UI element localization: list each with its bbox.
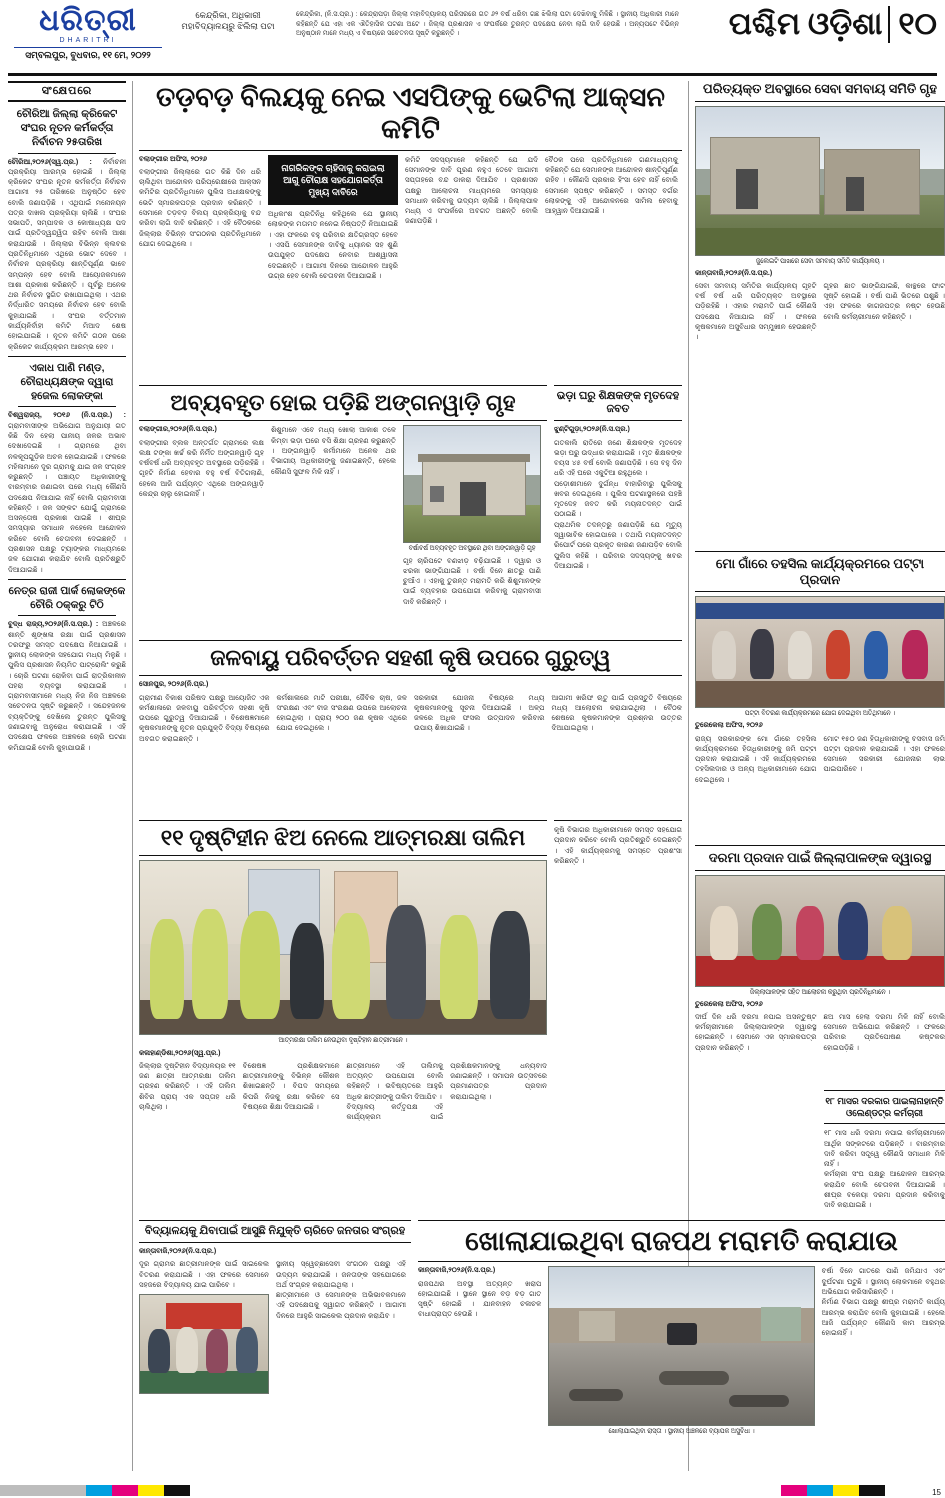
divider [8, 579, 126, 580]
edition-title: ପଶ୍ଚିମ ଓଡ଼ିଶା [728, 6, 883, 41]
teacher-body-col2: ପଡ଼ୋଶୀମାନେ ଦୁର୍ଗନ୍ଧ ବାହାରିବାରୁ ପୁଲିସକୁ ଖବର ଦେଇଥିଲେ । ପୁଲିସ ଘଟଣାସ୍ଥଳରେ ପହଞ୍ଚି ମୃତଦେହ ଜବତ କରି ମୟନାତଦନ୍ତ ପାଇଁ ପଠାଇଛି । [554, 479, 682, 519]
darama-headline: ଦରମା ପ୍ରଦାନ ପାଇଁ ଜିଲ୍ଲାପାଳଙ୍କ ଦ୍ୱାରସ୍ଥ [708, 850, 932, 865]
story-darama [695, 841, 945, 1053]
publication-date: ସମ୍ବଲପୁର, ବୁଧବାର, ୧୧ ମେ, ୨୦୨୨ [25, 50, 151, 60]
masthead-note: କେନ୍ଦ୍ରିକା, ଅଧିକାରୀ ମହାବିଦ୍ୟାଳୟରୁ ଝିଲିଲା ପଟା [181, 10, 275, 31]
training-photo-caption: ଆତ୍ମରକ୍ଷା ତାଲିମ ନେଉଥିବା ଦୃଷ୍ଟିହୀନ ଛାତ୍ରୀମାନେ । [278, 1037, 408, 1045]
anganwadi-photo-caption: ବର୍ଷାବର୍ଷ ଅବ୍ୟବହୃତ ଅବସ୍ଥାରେ ଥିବା ଅଙ୍ଗନୱାଡ଼ି ଗୃହ [408, 545, 536, 553]
main-body-col2: ଅଧିକାଂଶ ପ୍ରତିନିଧି କହିଥିଲେ ଯେ ସ୍ଥାନୀୟ ଲୋକଙ୍କ ମତାମତ ନନେଇ ନିଷ୍ପତ୍ତି ନିଆଯାଇଛି । ଏହା ଫଳରେ ବହୁ ପରିବାର କ୍ଷତିଗ୍ରସ୍ତ ହେବେ । ଏସପି ସେମାନଙ୍କ ଦାବିକୁ ଧ୍ୟାନର ସହ ଶୁଣି ଉପଯୁକ୍ତ ପଦକ୍ଷେପ ନେବାର ଆଶ୍ୱାସନା ଦେଇଛନ୍ତି । ଆଗାମୀ ଦିନରେ ଆନ୍ଦୋଳନ ଆହୁରି ଉଗ୍ର ହେବ ବୋଲି ଚେତାବନୀ ଦିଆଯାଇଛି । [268, 210, 398, 280]
brief-body: ଅଞ୍ଚଳରେ ଶାନ୍ତି ଶୃଙ୍ଖଳା ରକ୍ଷା ପାଇଁ ପ୍ରଶାସନ ତରଫରୁ ସମସ୍ତ ପଦକ୍ଷେପ ନିଆଯାଇଛି । ସ୍ଥାନୀୟ ଲୋକଙ୍କ ସହଯୋଗ ମଧ୍ୟ ମିଳୁଛି । ପୁଲିସ ପ୍ରଶାସନ ନିୟମିତ ପାଟ୍ରୋଲିଂ କରୁଛି । ଚୋରି ଘଟଣା ରୋକିବା ପାଇଁ ରାତ୍ରିକାଳୀନ ପହରା ବ୍ୟବସ୍ଥା କରାଯାଇଛି । ଗ୍ରାମବାସୀମାନେ ମଧ୍ୟ ନିଜ ନିଜ ଅଞ୍ଚଳରେ ସଚେତନତା ସୃଷ୍ଟି କରୁଛନ୍ତି । ସନ୍ଦେହଜନକ ବ୍ୟକ୍ତିଙ୍କୁ ଦେଖିଲେ ତୁରନ୍ତ ପୁଲିସକୁ ଜଣାଇବାକୁ ଅନୁରୋଧ କରାଯାଇଛି । ଏହି ପଦକ୍ଷେପ ଫଳରେ ଅଞ୍ଚଳରେ ଚୋରି ଘଟଣା କମିଯାଇଛି ବୋଲି କୁହାଯାଉଛି । [8, 620, 126, 752]
cycle-dateline: କାନ୍ତାବାଜି,୨୦୨୬(ନି.ସ.ପ୍ର.) [139, 1248, 217, 1256]
brief-headline: ଏକାଧ ପାଣି ମଣ୍ଡ, ଚୌରାଧ୍ୟକ୍ଷଙ୍କ ଦ୍ୱାରା ହଜେଲ ଲୋକଙ୍କା [20, 361, 114, 403]
seva-dateline: କାନ୍ତାବାଜି,୨୦୨୬(ନି.ସ.ପ୍ର.) [695, 269, 773, 277]
story-power-employees [824, 1086, 945, 1211]
climate-body-col3: ସରକାରୀ ଯୋଜନା ବିଷୟରେ ମଧ୍ୟ କୃଷକମାନଙ୍କୁ ସୂଚନା ଦିଆଯାଇଛି । ଅଳ୍ପ ଜଳରେ ଅଧିକ ଫସଲ ଉତ୍ପାଦନ କରିବାର ଉପାୟ ଶିଖାଯାଇଛି । [414, 693, 545, 733]
training-photo [139, 860, 547, 1035]
story-road-repair [418, 1216, 945, 1437]
anganwadi-body-col1: ବଲାଙ୍ଗୀର ବ୍ଲକ ଅନ୍ତର୍ଗତ ଗ୍ରାମରେ ଲକ୍ଷ ଲକ୍ଷ ଟଙ୍କା ଖର୍ଚ୍ଚ କରି ନିର୍ମିତ ଅଙ୍ଗନୱାଡ଼ି ଗୃହ ବର୍ଷବର୍ଷ ଧରି ଅବ୍ୟବହୃତ ଅବସ୍ଥାରେ ପଡ଼ିରହିଛି । ଗୃହଟି ନିର୍ମାଣ ହେବାର ବହୁ ବର୍ଷ ବିତିଗଲାଣି, ହେଲେ ଆଜି ପର୍ଯ୍ୟନ୍ତ ଏଥିରେ ଅଙ୍ଗନୱାଡ଼ି କେନ୍ଦ୍ର ଚାଲୁ ହୋଇନାହିଁ । [139, 438, 264, 498]
climate-dateline: ସୋନପୁର, ୨୦୨୬(ନି.ପ୍ର.) [139, 681, 209, 689]
brief-headline: ଚୌରିଆ ଜିଲ୍ଲା କ୍ରିକେଟ ସଂଘର ନୂତନ କର୍ମକର୍ତ୍ତା ନିର୍ବାଚନ ୨୫ତାରିଖ [16, 108, 118, 149]
tahasil-body-col1: ରାଜ୍ୟ ସରକାରଙ୍କ ମୋ ଗାଁରେ ତହସିଲ କାର୍ଯ୍ୟକ୍ରମରେ ହିତାଧିକାରୀଙ୍କୁ ଜମି ପଟ୍ଟା ପ୍ରଦାନ କରାଯାଇଛି । ଏହି କାର୍ଯ୍ୟକ୍ରମରେ ତହସିଲଦାର ଓ ଅନ୍ୟ ଅଧିକାରୀମାନେ ଯୋଗ ଦେଇଥିଲେ । [695, 734, 817, 784]
cycle-photo [139, 1294, 269, 1394]
divider [139, 640, 682, 641]
divider [695, 591, 945, 592]
darama-body-col2: ଛଅ ମାସ ହେଲା ଦରମା ମିଳି ନାହିଁ ବୋଲି ସେମାନେ ଅଭିଯୋଗ କରିଛନ୍ତି । ଫଳରେ ପରିବାର ପ୍ରତିପୋଷଣ କଷ୍ଟକର ହୋଇପଡ଼ିଛି । [823, 1012, 945, 1052]
divider [695, 870, 945, 871]
newspaper-logo: ଧରିତ୍ରୀ [39, 4, 137, 37]
divider [418, 1220, 945, 1221]
story-tahasil [695, 547, 945, 785]
brief-dateline: ବୁଦ୍ଧ ରାଜ୍ୟ,୨୦୨୬(ନି.ସ.ପ୍ର.) : [8, 620, 99, 629]
darama-photo-caption: ଜିଲ୍ଲାପାଳଙ୍କ ସହିତ ଆଲୋଚନା କରୁଥିବା ପ୍ରତିନିଧିମାନେ । [749, 988, 891, 996]
darama-dateline: ତୁରେକେଲା ଅଫିସ, ୨୦୨୬ [695, 1000, 763, 1008]
brief-divider [18, 153, 116, 154]
climate-body-col4: ଆଗାମୀ ଖରିଫ ଋତୁ ପାଇଁ ପ୍ରସ୍ତୁତି ବିଷୟରେ ମଧ୍ୟ ଆଲୋଚନା କରାଯାଇଥିଲା । ବୈଠକ ଶେଷରେ କୃଷକମାନଙ୍କ ପ୍ରଶ୍ନର ଉତ୍ତର ଦିଆଯାଇଥିଲା । [551, 693, 682, 733]
divider [824, 1090, 945, 1091]
story-anganwadi [139, 381, 547, 607]
color-registration-bar [0, 1482, 945, 1498]
story-climate [139, 636, 682, 744]
anganwadi-dateline: ବଲାଙ୍ଗୀର,୨୦୨୬(ନି.ସ.ପ୍ର.) [139, 426, 217, 434]
logo-divider [14, 47, 162, 48]
main-body-col3: କମିଟି ସଦସ୍ୟମାନେ କହିଛନ୍ତି ଯେ ଯଦି ସେମାନଙ୍କ ଦାବି ପୂରଣ ନହୁଏ ତେବେ ଆଗାମୀ ସପ୍ତାହରେ ବନ୍ଦ ଡାକରା ଦିଆଯିବ । ପ୍ରଶାସନ ପକ୍ଷରୁ ଆଲୋଚନା ମାଧ୍ୟମରେ ସମସ୍ୟାର ସମାଧାନ କରିବାକୁ ଉଦ୍ୟମ ଚାଲିଛି । ଜିଲ୍ଲାପାଳ ମଧ୍ୟ ଏ ସଂପର୍କରେ ଅବଗତ ଅଛନ୍ତି ବୋଲି ଜଣାପଡ଼ିଛି । [405, 155, 538, 226]
darama-photo [695, 875, 945, 987]
cycle-body-col3: ଛାତ୍ରୀମାନେ ଓ ସେମାନଙ୍କ ଅଭିଭାବକମାନେ ଏହି ପଦକ୍ଷେପକୁ ସ୍ୱାଗତ କରିଛନ୍ତି । ଆଗାମୀ ଦିନରେ ଆହୁରି ସାଇକେଲ ପ୍ରଦାନ କରାଯିବ । [276, 1291, 406, 1320]
story-teacher-death [554, 381, 682, 571]
teacher-body-col1: ଗତକାଲି ରାତିରେ ଜଣେ ଶିକ୍ଷକଙ୍କ ମୃତଦେହ ଭଡ଼ା ଘରୁ ଉଦ୍ଧାର କରାଯାଇଛି । ମୃତ ଶିକ୍ଷକଙ୍କ ବୟସ ୪୫ ବର୍ଷ ବୋଲି ଜଣାପଡ଼ିଛି । ସେ ବହୁ ଦିନ ଧରି ଏହି ଘରେ ଏକୁଟିଆ ରହୁଥିଲେ । [554, 438, 682, 478]
brief-item [8, 584, 126, 753]
brief-dateline: ବିଶ୍ୱରାଜ୍ୟ, ୨୦୧୬ (ନି.ସ.ପ୍ର.) : [8, 411, 126, 420]
story-climate-jump [554, 816, 682, 866]
seva-photo-caption: ଜୁଲେଇଟି ପାଖରେ ସେବା ସମବାୟ ସମିତି କାର୍ଯ୍ୟାଳୟ । [755, 257, 885, 265]
brief-divider [18, 615, 116, 616]
cycle-headline: ବିଦ୍ୟାଳୟକୁ ଯିବାପାଇଁ ଆସୁଛି ନିଯୁକ୍ତି ଚାରିତେ ଜନତାର ସଂଗ୍ରହ [144, 1225, 406, 1237]
tahasil-photo-caption: ପଟ୍ଟା ବିତରଣ କାର୍ଯ୍ୟକ୍ରମରେ ଯୋଗ ଦେଇଥିବା ଅତିଥିମାନେ । [744, 710, 896, 718]
climate-headline: ଜଳବାୟୁ ପରିବର୍ତ୍ତନ ସହଶୀ କୃଷି ଉପରେ ଗୁରୁତ୍ୱ [210, 645, 611, 670]
cycle-body-col1: ଦୂର ଗ୍ରାମର ଛାତ୍ରୀମାନଙ୍କ ପାଇଁ ସାଇକେଲ ବିତରଣ କରାଯାଇଛି । ଏହା ଫଳରେ ସେମାନେ ସହଜରେ ବିଦ୍ୟାଳୟ ଯାଇ ପାରିବେ । [139, 1260, 269, 1289]
training-body-col1: ଜିଲ୍ଲାର ଦୃଷ୍ଟିହୀନ ବିଦ୍ୟାଳୟର ୧୧ ଜଣ ଛାତ୍ରୀ ଆତ୍ମରକ୍ଷା ତାଲିମ ଗ୍ରହଣ କରିଛନ୍ତି । ଏହି ତାଲିମ ଶିବିର ପ୍ରାୟ ଏକ ସପ୍ତାହ ଧରି ଚାଲିଥିଲା । [139, 1061, 236, 1111]
road-photo [548, 1266, 814, 1426]
training-headline: ୧୧ ଦୃଷ୍ଟିହୀନ ଝିଅ ନେଲେ ଆତ୍ମରକ୍ଷା ତାଲିମ [160, 825, 526, 850]
road-dateline: କାନ୍ତାବାଜି,୨୦୨୬(ନି.ସ.ପ୍ର.) [418, 1267, 496, 1275]
divider [139, 385, 547, 386]
divider [695, 845, 945, 846]
brief-headline: ନେତ୍ର ରାଜୀ ପାର୍କ ଲୋକଙ୍କେ ଚୌରି ଠକ୍କରୁ ଟିଠି [8, 584, 126, 612]
brief-item [8, 361, 126, 575]
power-body-col2: କର୍ମଚାରୀ ସଂଘ ପକ୍ଷରୁ ଆନ୍ଦୋଳନ ଆରମ୍ଭ କରାଯିବ ବୋଲି ଚେତାବନୀ ଦିଆଯାଇଛି । ଶୀଘ୍ର ବକେୟା ଦରମା ପ୍ରଦାନ କରିବାକୁ ଦାବି କରାଯାଇଛି । [824, 1170, 945, 1210]
main-body-col1: ବଲାଙ୍ଗୀର ଜିଲ୍ଲାରେ ଗତ କିଛି ଦିନ ଧରି ଚାଲିଥିବା ଆନ୍ଦୋଳନ ପରିପ୍ରେକ୍ଷୀରେ ଆକ୍ସନ କମିଟିର ପ୍ରତିନିଧିମାନେ ପୁଲିସ ଅଧୀକ୍ଷକଙ୍କୁ ଭେଟି ସ୍ମାରକପତ୍ର ପ୍ରଦାନ କରିଛନ୍ତି । ସେମାନେ ତଡ଼ବଡ଼ ବିଲୟ ପ୍ରକ୍ରିୟାକୁ ବନ୍ଦ କରିବା ଲାଗି ଦାବି କରିଛନ୍ତି । ଏହି ବୈଠକରେ ଜିଲ୍ଲାର ବିଭିନ୍ନ ସଂଗଠନର ପ୍ରତିନିଧିମାନେ ଯୋଗ ଦେଇଥିଲେ । [139, 167, 261, 248]
tahasil-photo [695, 596, 945, 708]
story-seva-samabaya [695, 81, 945, 343]
story-cycle-distribution [139, 1216, 411, 1394]
divider [554, 820, 682, 821]
divider [554, 420, 682, 421]
brief-item [8, 107, 126, 352]
training-dateline: କଳାହାଣ୍ଡିଶା,୨୦୨୬(ସ୍ୱ.ପ୍ର.) [139, 1049, 221, 1057]
power-body-col1: ୧୮ ମାସ ଧରି ଦରମା ନପାଇ କର୍ମଚାରୀମାନେ ଆର୍ଥିକ ସଙ୍କଟରେ ପଡ଼ିଛନ୍ତି । ବାରମ୍ବାର ଦାବି କରିବା ସତ୍ତ୍ୱେ କୌଣସି ସମାଧାନ ମିଳି ନାହିଁ । [824, 1129, 945, 1169]
darama-body-col1: ଦୀର୍ଘ ଦିନ ଧରି ଦରମା ନପାଇ ଅସନ୍ତୁଷ୍ଟ କର୍ମଚାରୀମାନେ ଜିଲ୍ଲାପାଳଙ୍କ ଦ୍ୱାରସ୍ଥ ହୋଇଛନ୍ତି । ସେମାନେ ଏକ ସ୍ମାରକପତ୍ର ପ୍ରଦାନ କରିଛନ୍ତି । [695, 1012, 817, 1052]
divider [554, 385, 682, 386]
tahasil-body-col2: ମୋଟ ୧୫୦ ଜଣ ହିତାଧିକାରୀଙ୍କୁ ବସବାସ ଜମି ପଟ୍ଟା ପ୍ରଦାନ କରାଯାଇଛି । ଏହା ଫଳରେ ସେମାନେ ସରକାରୀ ଯୋଜନାର ଲାଭ ପାଇପାରିବେ । [823, 734, 945, 774]
cycle-body-col2: ସ୍ଥାନୀୟ ସ୍ୱେଚ୍ଛାସେବୀ ସଂଗଠନ ପକ୍ଷରୁ ଏହି ଉଦ୍ୟମ କରାଯାଇଛି । ଜନତାଙ୍କ ସହଯୋଗରେ ଅର୍ଥ ସଂଗ୍ରହ କରାଯାଇଥିଲା । [276, 1260, 406, 1289]
road-headline: ଖୋଲାଯାଇଥିବା ରାଜପଥ ମରାମତି କରାଯାଉ [465, 1226, 898, 1256]
anganwadi-body-col3: ଗୃହ ଚାରିପଟେ ବଣଝାଡ଼ ବଢ଼ିଯାଇଛି । ଦ୍ୱାର ଓ ଝରକା ଭାଙ୍ଗିଯାଇଛି । ବର୍ଷା ଦିନେ ଛାତରୁ ପାଣି ଚୁଆଁଏ । ଏହାକୁ ତୁରନ୍ତ ମରାମତି କରି ଶିଶୁମାନଙ୍କ ପାଇଁ ବ୍ୟବହାର ଉପଯୋଗୀ କରିବାକୁ ଗ୍ରାମବାସୀ ଦାବି କରିଛନ୍ତି । [403, 556, 541, 606]
seva-photo [695, 106, 945, 256]
edition-page-number: ୧୦ [888, 6, 937, 43]
power-headline: ୧୮ ମାସର ଦରକାର ପାଇଲାନାହାନ୍ତି ଓଲେଣ୍ଡଟ୍ର କର୍ମଚାରୀ [825, 1096, 944, 1119]
tahasil-headline: ମୋ ଗାଁରେ ତହସିଲ କାର୍ଯ୍ୟକ୍ରମରେ ପଟ୍ଟା ପ୍ରଦାନ [715, 556, 925, 587]
road-body-col1: ରାଜପଥର ଅବସ୍ଥା ଅତ୍ୟନ୍ତ ଖରାପ ହୋଇଯାଇଛି । ସ୍ଥାନେ ସ୍ଥାନେ ବଡ଼ ବଡ଼ ଗାତ ସୃଷ୍ଟି ହୋଇଛି । ଯାନବାହନ ଚଳାଚଳ ବାଧାପ୍ରାପ୍ତ ହେଉଛି । [418, 1279, 542, 1319]
masthead [8, 6, 937, 76]
climate-body-col1: ଗ୍ରାମୀଣ ବିକାଶ ପରିଷଦ ପକ୍ଷରୁ ଆୟୋଜିତ ଏକ କର୍ମଶାଳାରେ ଜଳବାୟୁ ପରିବର୍ତ୍ତନ ସହଶୀ କୃଷି ଉପରେ ଗୁରୁତ୍ୱ ଦିଆଯାଇଛି । ବିଶେଷଜ୍ଞମାନେ କୃଷକମାନଙ୍କୁ ନୂତନ ପ୍ରଯୁକ୍ତି ବିଦ୍ୟା ବିଷୟରେ ଅବଗତ କରାଇଛନ୍ତି । [139, 693, 270, 743]
teacher-dateline: ଝୁଣ୍ଟିଗୁଡ଼ା,୨୦୨୬(ନି.ସ.ପ୍ର.) [554, 426, 630, 434]
teacher-headline: ଭଡ଼ା ଘରୁ ଶିକ୍ଷକଙ୍କ ମୃତଦେହ ଜବତ [556, 390, 680, 416]
newspaper-logo-sub: DHARITRI [59, 37, 117, 44]
anganwadi-body-col2: ଶିଶୁମାନେ ଏବେ ମଧ୍ୟ ଖୋଲା ଆକାଶ ତଳେ କିମ୍ବା ଭଡ଼ା ଘରେ ବସି ଶିକ୍ଷା ଗ୍ରହଣ କରୁଛନ୍ତି । ଅଙ୍ଗନୱାଡ଼ି କର୍ମୀମାନେ ଅନେକ ଥର ବିଭାଗୀୟ ଅଧିକାରୀଙ୍କୁ ଜଣାଇଛନ୍ତି, ହେଲେ କୌଣସି ସୁଫଳ ମିଳି ନାହିଁ । [271, 426, 396, 476]
road-photo-caption: ଖୋଲାଯାଇଥିବା ରାସ୍ତା । ସ୍ଥାନୀୟ ଅଞ୍ଚଳରେ ବ୍ୟାପକ ଅସୁବିଧା । [608, 1428, 755, 1436]
road-body-col3: ନିର୍ମାଣ ବିଭାଗ ପକ୍ଷରୁ ଶୀଘ୍ର ମରାମତି କାର୍ଯ୍ୟ ଆରମ୍ଭ କରାଯିବ ବୋଲି କୁହାଯାଇଛି । ହେଲେ ଆଜି ପର୍ଯ୍ୟନ୍ତ କୌଣସି କାମ ଆରମ୍ଭ ହୋଇନାହିଁ । [821, 1298, 945, 1338]
divider [695, 551, 945, 552]
divider [695, 101, 945, 102]
divider [139, 855, 547, 856]
training-body-col3: ଛାତ୍ରୀମାନେ ଏହି ତାଲିମକୁ ଅତ୍ୟନ୍ତ ଉପଯୋଗୀ ବୋଲି କହିଛନ୍ତି । ଭବିଷ୍ୟତରେ ଆହୁରି ଅଧିକ ଛାତ୍ରୀଙ୍କୁ ତାଲିମ ଦିଆଯିବ । [346, 1061, 444, 1101]
brief-body: ଗ୍ରାମବାସୀଙ୍କ ଅଭିଯୋଗ ଅନୁଯାୟୀ ଗତ କିଛି ଦିନ ହେଲା ପାନୀୟ ଜଳର ଅଭାବ ଦେଖାଦେଇଛି । ଗ୍ରାମରେ ଥିବା ନଳକୂପଗୁଡ଼ିକ ଅଚଳ ହୋଇଯାଇଛି । ଫଳରେ ମହିଳାମାନେ ଦୂର ଗ୍ରାମକୁ ଯାଇ ଜଳ ସଂଗ୍ରହ କରୁଛନ୍ତି । ପଞ୍ଚାୟତ ଅଧିକାରୀଙ୍କୁ ବାରମ୍ବାର ଜଣାଇବା ପରେ ମଧ୍ୟ କୌଣସି ପଦକ୍ଷେପ ନିଆଯାଇ ନାହିଁ ବୋଲି ଗ୍ରାମବାସୀ କହିଛନ୍ତି । ଜଳ ସଙ୍କଟ ଯୋଗୁଁ ଗ୍ରାମରେ ଅସନ୍ତୋଷ ପ୍ରକାଶ ପାଇଛି । ଶୀଘ୍ର ସମସ୍ୟାର ସମାଧାନ ନହେଲେ ଆନ୍ଦୋଳନ କରିବେ ବୋଲି ଚେତାବନୀ ଦେଇଛନ୍ତି । ପ୍ରଶାସନ ପକ୍ଷରୁ ଟ୍ୟାଙ୍କର ମାଧ୍ୟମରେ ଜଳ ଯୋଗାଣ କରାଯିବ ବୋଲି ପ୍ରତିଶ୍ରୁତି ଦିଆଯାଇଛି । [8, 421, 126, 574]
story-action-committee [139, 81, 682, 281]
anganwadi-headline: ଅବ୍ୟବହୃତ ହୋଇ ପଡ଼ିଛି ଅଙ୍ଗନୱାଡ଼ି ଗୃହ [170, 390, 516, 415]
tahasil-dateline: ତୁରେକେଲା ଅଫିସ, ୨୦୨୬ [695, 722, 763, 730]
story-self-defence-training [139, 816, 547, 1122]
divider [8, 356, 126, 357]
edition-title-block [687, 6, 937, 69]
brief-divider [18, 406, 116, 407]
divider [139, 150, 682, 151]
main-headline: ତଡ଼ବଡ଼ ବିଲୟକୁ ନେଇ ଏସପିଙ୍କୁ ଭେଟିଲା ଆକ୍ସନ କମିଟି [155, 82, 665, 145]
divider [139, 1220, 411, 1221]
anganwadi-photo [403, 425, 541, 543]
inset-box: ନାଗରିକଙ୍କ ଚାହିଦାକୁ କରାଇଲା ଆଗୁ ଚୌରାକ୍ଷ ସହଯୋଗକର୍ତ୍ତା ମୁଖ୍ୟ ଦାବିରେ [268, 155, 398, 205]
column-divider [132, 81, 133, 1471]
brief-body: ନିର୍ବାଚନୀ ପ୍ରକ୍ରିୟା ଆରମ୍ଭ ହୋଇଛି । ଜିଲ୍ଲା କ୍ରିକେଟ ସଂଘର ନୂତନ କର୍ମକର୍ତ୍ତା ନିର୍ବାଚନ ଆଗାମୀ ୨୫ ତାରିଖରେ ଅନୁଷ୍ଠିତ ହେବ ବୋଲି ଜଣାପଡ଼ିଛି । ଏଥିପାଇଁ ମନୋନୟନ ପତ୍ର ଦାଖଲ ପ୍ରକ୍ରିୟା ଚାଲିଛି । ସଂଘର ସଭାପତି, ସମ୍ପାଦକ ଓ କୋଷାଧ୍ୟକ୍ଷ ପଦ ପାଇଁ ପ୍ରତିଦ୍ୱନ୍ଦ୍ୱିତା ରହିବ ବୋଲି ଆଶା କରାଯାଉଛି । ଜିଲ୍ଲାର ବିଭିନ୍ନ କ୍ଲବର ପ୍ରତିନିଧିମାନେ ଏଥିରେ ଭୋଟ ଦେବେ । ନିର୍ବାଚନ ପ୍ରକ୍ରିୟା ଶାନ୍ତିପୂର୍ଣ୍ଣ ଭାବେ ସମ୍ପନ୍ନ ହେବ ବୋଲି ଆୟୋଜକମାନେ ଆଶା ପ୍ରକାଶ କରିଛନ୍ତି । ପୂର୍ବରୁ ଅନେକ ଥର ନିର୍ବାଚନ ସ୍ଥଗିତ ରଖାଯାଇଥିଲା । ଏଥର ନିର୍ଦ୍ଧାରିତ ସମୟରେ ନିର୍ବାଚନ ହେବ ବୋଲି କୁହାଯାଇଛି । ସଂଘର ବର୍ତ୍ତମାନ କାର୍ଯ୍ୟନିର୍ବାହୀ କମିଟି ମିଆଦ ଶେଷ ହୋଇଯାଇଛି । ନୂତନ କମିଟି ଗଠନ ପରେ କ୍ରିକେଟ କାର୍ଯ୍ୟକ୍ରମ ଆରମ୍ଭ ହେବ । [8, 157, 126, 351]
main-dateline: ବଲାଙ୍ଗୀର ଅଫିସ, ୨୦୨୬ [139, 155, 208, 163]
divider [418, 1261, 945, 1262]
climate-body-col5: କୃଷି ବିଭାଗର ଅଧିକାରୀମାନେ ସମସ୍ତ ସହଯୋଗ ପ୍ରଦାନ କରିବେ ବୋଲି ପ୍ରତିଶ୍ରୁତି ଦେଇଛନ୍ତି । ଏହି କାର୍ଯ୍ୟକ୍ରମକୁ ସମସ୍ତେ ପ୍ରଶଂସା କରିଛନ୍ତି । [554, 826, 682, 865]
training-body-col4: ବିଦ୍ୟାଳୟ କର୍ତ୍ତୃପକ୍ଷ ଏହି କାର୍ଯ୍ୟକ୍ରମ ପାଇଁ ପ୍ରଶିକ୍ଷକମାନଙ୍କୁ ଧନ୍ୟବାଦ ଜଣାଇଛନ୍ତି । ସମାପନ ଉତ୍ସବରେ ପ୍ରମାଣପତ୍ର ପ୍ରଦାନ କରାଯାଇଥିଲା । [346, 1061, 547, 1122]
column-briefs [8, 81, 126, 753]
section-label: ସଂକ୍ଷେପରେ [8, 81, 126, 102]
divider [824, 1123, 945, 1124]
seva-headline: ପରିତ୍ୟକ୍ତ ଅବସ୍ଥାରେ ସେବା ସମବାୟ ସମିତି ଗୃହ [702, 81, 938, 96]
seva-body-col2: ଗୃହର ଛାତ ଭାଙ୍ଗିଯାଇଛି, କାନ୍ଥରେ ଫାଟ ସୃଷ୍ଟି ହୋଇଛି । ବର୍ଷା ପାଣି ଭିତରେ ପଶୁଛି । ଏହା ଫଳରେ କାଗଜପତ୍ର ନଷ୍ଟ ହେଉଛି ବୋଲି କର୍ମଚାରୀମାନେ କହିଛନ୍ତି । [823, 281, 945, 321]
masthead-lead-text: କେନ୍ଦ୍ରିକା, (ନି.ସ.ପ୍ର.) : କେନ୍ଦ୍ରାପଡ଼ା ଜିଲ୍ଲା ମହାବିଦ୍ୟାଳୟ ପରିସରରେ ଗତ ୬୨ ବର୍ଷ ଧରିବା ଗଛ ଝିଲିଲା ପଟା ଦେଖିବାକୁ ମିଳିଛି । ସ୍ଥାନୀୟ ଅଧିକାରୀ ମାନେ କହିଛନ୍ତି ଯେ ଏହା ଏକ ଐତିହାସିକ ଘଟଣା ଅଟେ । ଜିଲ୍ଲା ପ୍ରଶାସନ ଏ ସଂପର୍କରେ ତୁରନ୍ତ ପଦକ୍ଷେପ ନେବା ଲାଗି ଦାବି ହେଉଛି । ଅନ୍ୟପଟେ ବିଭିନ୍ନ ଅନୁଷ୍ଠାନ ମାନେ ମଧ୍ୟ ଏ ବିଷୟରେ ସଚେତନତା ସୃଷ୍ଟି କରୁଛନ୍ତି । [296, 11, 679, 38]
road-body-col2: ବର୍ଷା ଦିନେ ଗାତରେ ପାଣି ଜମିଯାଏ ଏବଂ ଦୁର୍ଘଟଣା ଘଟୁଛି । ସ୍ଥାନୀୟ ଲୋକମାନେ ବହୁଥର ଅଭିଯୋଗ କରିସାରିଛନ୍ତି । [821, 1267, 945, 1296]
divider [139, 675, 682, 676]
climate-body-col2: କର୍ମଶାଳାରେ ମାଟି ପରୀକ୍ଷା, ଜୈବିକ ଚାଷ, ଜଳ ସଂରକ୍ଷଣ ଏବଂ ବୀଜ ସଂରକ୍ଷଣ ଉପରେ ଆଲୋଚନା ହୋଇଥିଲା । ପ୍ରାୟ ୨୦୦ ଜଣ କୃଷକ ଏଥିରେ ଯୋଗ ଦେଇଥିଲେ । [276, 693, 407, 733]
divider [139, 1242, 411, 1243]
divider [139, 820, 547, 821]
divider [139, 420, 547, 421]
logo-block [8, 6, 168, 69]
seva-body-col1: ସେବା ସମବାୟ ସମିତିର କାର୍ଯ୍ୟାଳୟ ଗୃହଟି ବର୍ଷ ବର୍ଷ ଧରି ପରିତ୍ୟକ୍ତ ଅବସ୍ଥାରେ ପଡ଼ିରହିଛି । ଏହାର ମରାମତି ପାଇଁ କୌଣସି ପଦକ୍ଷେପ ନିଆଯାଇ ନାହିଁ । ଫଳରେ କୃଷକମାନେ ଅସୁବିଧାର ସମ୍ମୁଖୀନ ହେଉଛନ୍ତି । [695, 281, 817, 342]
bottom-page-number: 15 [932, 1488, 941, 1497]
main-body-col4: ବୈଠକ ପରେ ପ୍ରତିନିଧିମାନେ ଗଣମାଧ୍ୟମକୁ କହିଛନ୍ତି ଯେ ସେମାନଙ୍କ ଆନ୍ଦୋଳନ ଶାନ୍ତିପୂର୍ଣ୍ଣ ରହିବ । କୌଣସି ପ୍ରକାର ହିଂସା ହେବ ନାହିଁ ବୋଲି ସେମାନେ ସ୍ପଷ୍ଟ କରିଛନ୍ତି । ସମସ୍ତ ବର୍ଗର ଲୋକଙ୍କୁ ଏହି ଆନ୍ଦୋଳନରେ ସାମିଲ ହେବାକୁ ଆହ୍ୱାନ ଦିଆଯାଇଛି । [545, 155, 678, 216]
training-body-col2: ବିଶେଷଜ୍ଞ ପ୍ରଶିକ୍ଷକମାନେ ଛାତ୍ରୀମାନଙ୍କୁ ବିଭିନ୍ନ କୌଶଳ ଶିଖାଇଛନ୍ତି । ବିପଦ ସମୟରେ କିପରି ନିଜକୁ ରକ୍ଷା କରିବେ ସେ ବିଷୟରେ ଶିକ୍ଷା ଦିଆଯାଇଛି । [242, 1061, 340, 1111]
brief-dateline: ଚୌରିଆ,୨୦୨୬(ସ୍ୱ.ପ୍ର.) : [8, 157, 92, 166]
teacher-body-col3: ପ୍ରାଥମିକ ତଦନ୍ତରୁ ଜଣାପଡ଼ିଛି ଯେ ମୃତ୍ୟୁ ସ୍ୱାଭାବିକ ହୋଇପାରେ । ତଥାପି ମୟନାତଦନ୍ତ ରିପୋର୍ଟ ପରେ ପ୍ରକୃତ କାରଣ ଜଣାପଡ଼ିବ ବୋଲି ପୁଲିସ କହିଛି । ପରିବାର ସଦସ୍ୟଙ୍କୁ ଖବର ଦିଆଯାଇଛି । [554, 520, 682, 570]
